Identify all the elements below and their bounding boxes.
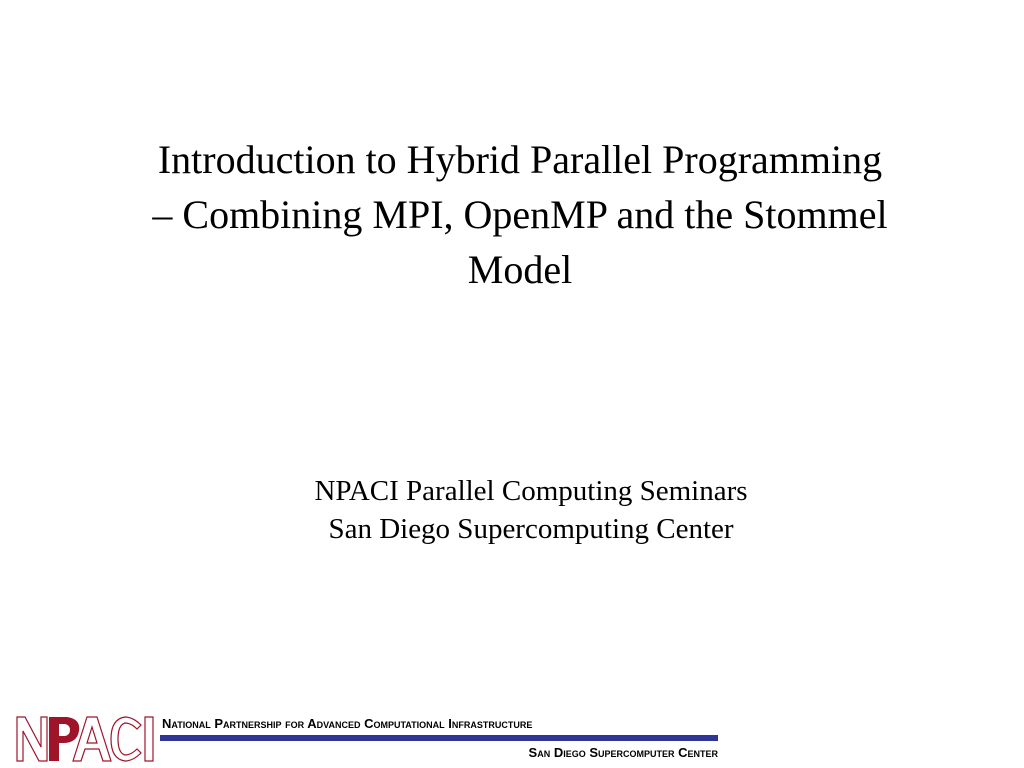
slide-title bbox=[60, 132, 980, 297]
npaci-logo bbox=[15, 713, 159, 763]
footer-divider-bar bbox=[160, 735, 718, 741]
organization-name: National Partnership for Advanced Computational Infrastructure bbox=[162, 716, 533, 731]
slide-subtitle bbox=[230, 472, 832, 548]
title-line: Introduction to Hybrid Parallel Programming bbox=[157, 137, 883, 182]
subtitle-line: NPACI Parallel Computing Seminars bbox=[314, 475, 748, 507]
title-line: – Combining MPI, OpenMP and the Stommel bbox=[152, 192, 888, 237]
title-line: Model bbox=[467, 247, 573, 292]
center-name: San Diego Supercomputer Center bbox=[528, 745, 718, 760]
subtitle-line: San Diego Supercomputing Center bbox=[328, 513, 734, 545]
